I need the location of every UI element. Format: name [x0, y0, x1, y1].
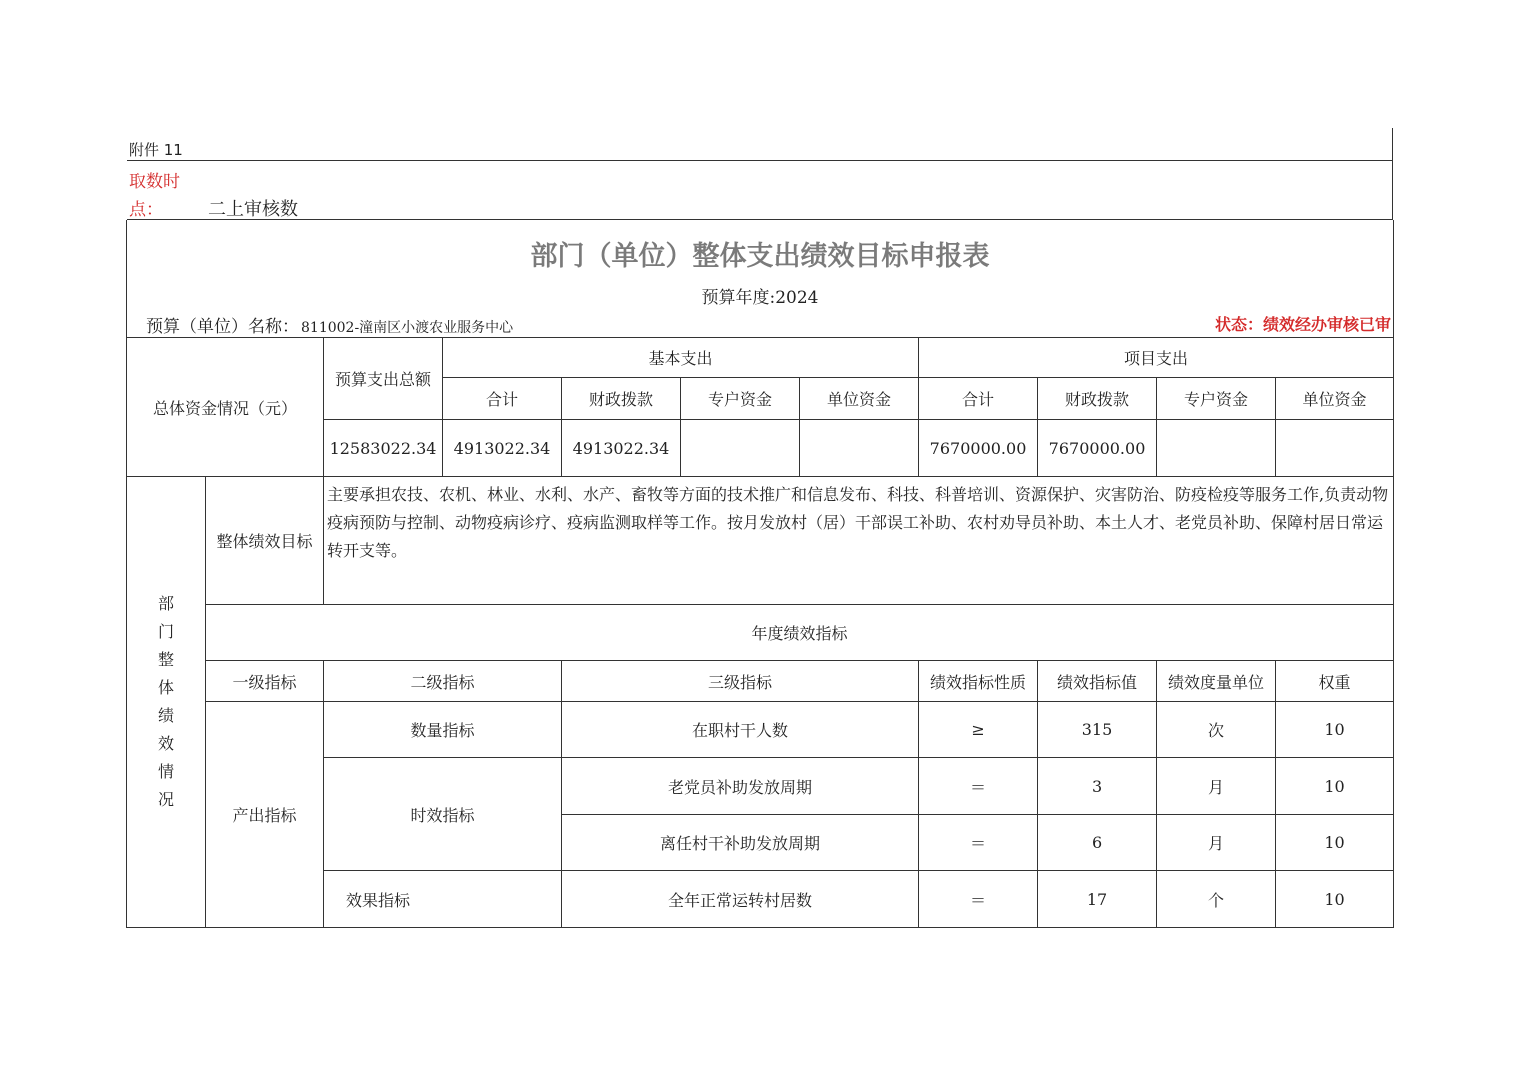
funds-row-label: 总体资金情况（元）	[127, 338, 324, 477]
basic-special-header: 专户资金	[681, 378, 800, 420]
col-header-level3: 三级指标	[562, 661, 919, 702]
total-budget-header: 预算支出总额	[324, 338, 443, 420]
basic-expense-header: 基本支出	[443, 338, 919, 378]
weight-cell: 10	[1276, 815, 1394, 871]
unit-cell: 月	[1157, 758, 1276, 815]
data-time-label: 取数时	[129, 172, 180, 192]
project-special-header: 专户资金	[1157, 378, 1276, 420]
col-header-weight: 权重	[1276, 661, 1394, 702]
side-char: 部	[157, 594, 174, 613]
basic-special-value	[681, 420, 800, 477]
side-char: 绩	[157, 706, 174, 725]
value-cell: 3	[1038, 758, 1157, 815]
side-char: 体	[157, 678, 174, 697]
col-header-nature: 绩效指标性质	[919, 661, 1038, 702]
data-time-value: 二上审核数	[208, 199, 298, 220]
side-char: 况	[157, 790, 174, 809]
level3-cell: 离任村干补助发放周期	[562, 815, 919, 871]
level3-cell: 老党员补助发放周期	[562, 758, 919, 815]
basic-unit-header: 单位资金	[800, 378, 919, 420]
performance-table	[126, 337, 1394, 928]
divider-line	[127, 160, 1393, 161]
unit-name-label: 预算（单位）名称：	[146, 317, 299, 337]
unit-cell: 个	[1157, 871, 1276, 928]
level2-cell: 数量指标	[324, 702, 562, 758]
basic-unit-value	[800, 420, 919, 477]
value-cell: 6	[1038, 815, 1157, 871]
attachment-label: 附件 11	[129, 141, 183, 159]
nature-cell: ＝	[919, 871, 1038, 928]
col-header-level2: 二级指标	[324, 661, 562, 702]
annual-indicators-title: 年度绩效指标	[206, 605, 1394, 661]
level3-cell: 全年正常运转村居数	[562, 871, 919, 928]
unit-name	[146, 312, 513, 337]
table-row	[127, 702, 1394, 758]
basic-total-value: 4913022.34	[443, 420, 562, 477]
project-expense-header: 项目支出	[919, 338, 1394, 378]
basic-fiscal-header: 财政拨款	[562, 378, 681, 420]
value-cell: 315	[1038, 702, 1157, 758]
goal-label: 整体绩效目标	[206, 477, 324, 605]
weight-cell: 10	[1276, 758, 1394, 815]
nature-cell: ＝	[919, 815, 1038, 871]
goal-text: 主要承担农技、农机、林业、水利、水产、畜牧等方面的技术推广和信息发布、科技、科普培训、资源保护、灾害防治、防疫检疫等服务工作,负责动物疫病预防与控制、动物疫病诊疗、疫病监测取样等工作。按月发放村（居）干部误工补助、农村劝导员补助、本土人才、老党员补助、保障村居日常运转开支等。	[324, 477, 1394, 605]
side-char: 整	[157, 650, 174, 669]
project-unit-header: 单位资金	[1276, 378, 1394, 420]
frame-right-line	[1392, 128, 1393, 220]
unit-cell: 次	[1157, 702, 1276, 758]
side-char: 情	[157, 762, 174, 781]
unit-name-value: 811002-潼南区小渡农业服务中心	[301, 320, 514, 336]
basic-total-header: 合计	[443, 378, 562, 420]
form-header-panel	[126, 220, 1394, 337]
level2-cell: 效果指标	[324, 871, 562, 928]
weight-cell: 10	[1276, 702, 1394, 758]
project-total-value: 7670000.00	[919, 420, 1038, 477]
page-title: 部门（单位）整体支出绩效目标申报表	[530, 241, 990, 272]
nature-cell: ≥	[919, 702, 1038, 758]
data-time-label: 点：	[129, 200, 163, 220]
unit-cell: 月	[1157, 815, 1276, 871]
project-fiscal-value: 7670000.00	[1038, 420, 1157, 477]
value-cell: 17	[1038, 871, 1157, 928]
weight-cell: 10	[1276, 871, 1394, 928]
project-fiscal-header: 财政拨款	[1038, 378, 1157, 420]
side-char: 效	[157, 734, 174, 753]
basic-fiscal-value: 4913022.34	[562, 420, 681, 477]
total-budget-value: 12583022.34	[324, 420, 443, 477]
project-total-header: 合计	[919, 378, 1038, 420]
side-char: 门	[157, 622, 174, 641]
project-unit-value	[1276, 420, 1394, 477]
col-header-unit: 绩效度量单位	[1157, 661, 1276, 702]
status-badge: 状态：绩效经办审核已审	[1214, 315, 1391, 334]
level3-cell: 在职村干人数	[562, 702, 919, 758]
level1-output: 产出指标	[206, 702, 324, 928]
level2-cell: 时效指标	[324, 758, 562, 871]
performance-side-label	[127, 477, 206, 928]
nature-cell: ＝	[919, 758, 1038, 815]
col-header-value: 绩效指标值	[1038, 661, 1157, 702]
project-special-value	[1157, 420, 1276, 477]
budget-year: 预算年度:2024	[701, 288, 819, 308]
col-header-level1: 一级指标	[206, 661, 324, 702]
